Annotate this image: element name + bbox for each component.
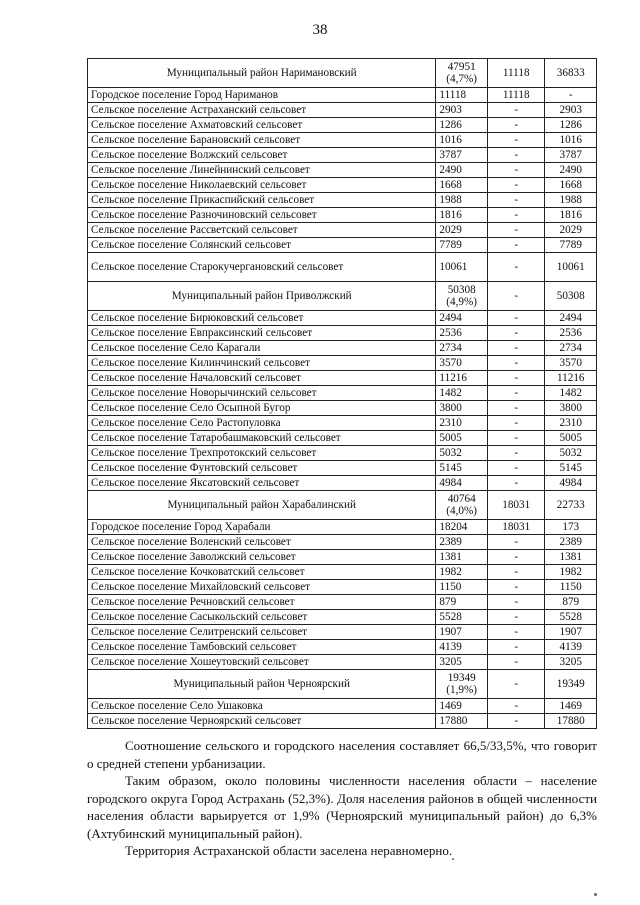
cell-urban: - (487, 371, 545, 386)
total-value: 2903 (439, 104, 462, 116)
cell-name: Сельское поселение Черноярский сельсовет (88, 714, 436, 729)
cell-total (436, 311, 488, 326)
cell-rural: 22733 (545, 491, 597, 520)
cell-total (436, 386, 488, 401)
cell-urban: - (487, 550, 545, 565)
cell-total (436, 88, 488, 103)
cell-urban: - (487, 163, 545, 178)
cell-rural: 2029 (545, 223, 597, 238)
cell-rural: 173 (545, 520, 597, 535)
cell-name: Сельское поселение Речновский сельсовет (88, 595, 436, 610)
cell-urban: - (487, 148, 545, 163)
cell-name: Сельское поселение Ахматовский сельсовет (88, 118, 436, 133)
settlement-row (88, 431, 597, 446)
cell-urban: - (487, 461, 545, 476)
cell-name: Городское поселение Город Харабали (88, 520, 436, 535)
cell-urban: - (487, 714, 545, 729)
total-value: 1907 (439, 626, 462, 638)
total-value: 2490 (439, 164, 462, 176)
cell-name: Сельское поселение Рассветский сельсовет (88, 223, 436, 238)
cell-urban: - (487, 208, 545, 223)
cell-rural: 1381 (545, 550, 597, 565)
cell-urban: - (487, 610, 545, 625)
cell-total (436, 714, 488, 729)
total-value: 2310 (439, 417, 462, 429)
cell-total (436, 282, 488, 311)
settlement-row (88, 238, 597, 253)
total-value: 2389 (439, 536, 462, 548)
cell-rural: 2490 (545, 163, 597, 178)
cell-total (436, 461, 488, 476)
total-value: 5145 (439, 462, 462, 474)
total-value: 10061 (439, 261, 468, 273)
cell-total (436, 118, 488, 133)
cell-rural: - (545, 88, 597, 103)
settlement-row (88, 640, 597, 655)
settlement-row (88, 520, 597, 535)
settlement-row (88, 253, 597, 282)
cell-rural: 1907 (545, 625, 597, 640)
body-text (87, 737, 597, 860)
settlement-row (88, 193, 597, 208)
cell-total (436, 253, 488, 282)
share-value: (4,0%) (446, 505, 478, 517)
total-value: 50308 (447, 284, 476, 296)
paragraph-population-share: Таким образом, около половины численности населения области – население городского округа Город Астрахань (52,3%). Доля населения районов в общей численности населения области варьируется от 1,9% (Черноярский муниципальный район) до 6,3% (Ахтубинский муниципальный район). (87, 773, 597, 841)
district-row (88, 491, 597, 520)
total-value: 19349 (447, 672, 476, 684)
cell-urban: - (487, 193, 545, 208)
cell-name: Сельское поселение Тамбовский сельсовет (88, 640, 436, 655)
scan-speck (452, 858, 454, 860)
district-row (88, 59, 597, 88)
settlement-row (88, 610, 597, 625)
cell-total (436, 133, 488, 148)
settlement-row (88, 461, 597, 476)
settlement-row (88, 565, 597, 580)
cell-name: Сельское поселение Прикаспийский сельсовет (88, 193, 436, 208)
total-value: 1150 (439, 581, 462, 593)
cell-rural: 4984 (545, 476, 597, 491)
cell-total (436, 416, 488, 431)
scan-speck (594, 893, 597, 896)
cell-total (436, 670, 488, 699)
cell-rural: 2389 (545, 535, 597, 550)
paragraph-urbanization: Соотношение сельского и городского населения составляет 66,5/33,5%, что говорит о средней степени урбанизации. (87, 738, 597, 771)
cell-rural: 50308 (545, 282, 597, 311)
cell-urban: - (487, 386, 545, 401)
cell-rural: 1482 (545, 386, 597, 401)
total-value: 11118 (439, 89, 467, 101)
cell-name: Муниципальный район Наримановский (88, 59, 436, 88)
cell-rural: 2310 (545, 416, 597, 431)
cell-name: Сельское поселение Село Карагали (88, 341, 436, 356)
cell-name: Сельское поселение Бирюковский сельсовет (88, 311, 436, 326)
cell-name: Сельское поселение Воленский сельсовет (88, 535, 436, 550)
cell-rural: 5145 (545, 461, 597, 476)
cell-total (436, 223, 488, 238)
cell-name: Сельское поселение Село Осыпной Бугор (88, 401, 436, 416)
settlement-row (88, 103, 597, 118)
cell-urban: - (487, 655, 545, 670)
cell-rural: 36833 (545, 59, 597, 88)
cell-rural: 1668 (545, 178, 597, 193)
settlement-row (88, 163, 597, 178)
cell-total (436, 535, 488, 550)
settlement-row (88, 371, 597, 386)
cell-total (436, 491, 488, 520)
cell-total (436, 595, 488, 610)
cell-rural: 1982 (545, 565, 597, 580)
total-value: 47951 (447, 61, 476, 73)
population-table-body (88, 59, 597, 729)
cell-rural: 1286 (545, 118, 597, 133)
total-value: 3800 (439, 402, 462, 414)
cell-rural: 7789 (545, 238, 597, 253)
settlement-row (88, 356, 597, 371)
cell-name: Сельское поселение Михайловский сельсовет (88, 580, 436, 595)
total-value: 11216 (439, 372, 467, 384)
total-value: 2494 (439, 312, 462, 324)
total-value: 40764 (447, 493, 476, 505)
cell-name: Сельское поселение Линейнинский сельсовет (88, 163, 436, 178)
cell-total (436, 356, 488, 371)
cell-name: Сельское поселение Хошеутовский сельсовет (88, 655, 436, 670)
total-value: 2536 (439, 327, 462, 339)
cell-name: Муниципальный район Харабалинский (88, 491, 436, 520)
cell-name: Сельское поселение Селитренский сельсовет (88, 625, 436, 640)
cell-total (436, 640, 488, 655)
cell-rural: 1016 (545, 133, 597, 148)
total-value: 5528 (439, 611, 462, 623)
cell-urban: - (487, 640, 545, 655)
total-value: 1988 (439, 194, 462, 206)
cell-name: Сельское поселение Николаевский сельсовет (88, 178, 436, 193)
cell-total (436, 550, 488, 565)
cell-total (436, 699, 488, 714)
cell-rural: 3205 (545, 655, 597, 670)
cell-urban: - (487, 625, 545, 640)
paragraph-settlement: Территория Астраханской области заселена неравномерно. (125, 843, 453, 858)
cell-urban: - (487, 253, 545, 282)
cell-name: Сельское поселение Волжский сельсовет (88, 148, 436, 163)
cell-name: Сельское поселение Яксатовский сельсовет (88, 476, 436, 491)
cell-rural: 3570 (545, 356, 597, 371)
settlement-row (88, 550, 597, 565)
cell-urban: - (487, 223, 545, 238)
cell-urban: - (487, 699, 545, 714)
cell-urban: - (487, 565, 545, 580)
share-value: (1,9%) (446, 684, 478, 696)
cell-rural: 1150 (545, 580, 597, 595)
total-value: 2734 (439, 342, 462, 354)
page-number: 38 (312, 22, 328, 38)
total-value: 18204 (439, 521, 468, 533)
cell-name: Сельское поселение Трехпротокский сельсовет (88, 446, 436, 461)
total-value: 879 (439, 596, 457, 608)
cell-name: Муниципальный район Черноярский (88, 670, 436, 699)
cell-total (436, 431, 488, 446)
settlement-row (88, 133, 597, 148)
cell-urban: - (487, 118, 545, 133)
cell-urban: - (487, 431, 545, 446)
settlement-row (88, 311, 597, 326)
cell-urban: - (487, 580, 545, 595)
cell-total (436, 520, 488, 535)
settlement-row (88, 326, 597, 341)
cell-rural: 19349 (545, 670, 597, 699)
cell-urban: - (487, 446, 545, 461)
cell-rural: 1816 (545, 208, 597, 223)
cell-urban: - (487, 476, 545, 491)
total-value: 17880 (439, 715, 468, 727)
settlement-row (88, 714, 597, 729)
cell-name: Сельское поселение Сасыкольский сельсовет (88, 610, 436, 625)
total-value: 1482 (439, 387, 462, 399)
settlement-row (88, 386, 597, 401)
cell-name: Сельское поселение Солянский сельсовет (88, 238, 436, 253)
cell-name: Городское поселение Город Нариманов (88, 88, 436, 103)
total-value: 1016 (439, 134, 462, 146)
cell-rural: 11216 (545, 371, 597, 386)
share-value: (4,7%) (446, 73, 478, 85)
cell-urban: 11118 (487, 88, 545, 103)
cell-name: Сельское поселение Село Ушаковка (88, 699, 436, 714)
cell-urban: - (487, 670, 545, 699)
settlement-row (88, 535, 597, 550)
total-value: 1286 (439, 119, 462, 131)
cell-total (436, 341, 488, 356)
cell-name: Сельское поселение Астраханский сельсовет (88, 103, 436, 118)
cell-urban: 11118 (487, 59, 545, 88)
settlement-row (88, 208, 597, 223)
cell-name: Муниципальный район Приволжский (88, 282, 436, 311)
cell-total (436, 148, 488, 163)
total-value: 1381 (439, 551, 462, 563)
cell-name: Сельское поселение Барановский сельсовет (88, 133, 436, 148)
cell-name: Сельское поселение Село Растопуловка (88, 416, 436, 431)
district-row (88, 282, 597, 311)
settlement-row (88, 595, 597, 610)
total-value: 1668 (439, 179, 462, 191)
cell-rural: 2494 (545, 311, 597, 326)
total-value: 4984 (439, 477, 462, 489)
cell-rural: 1988 (545, 193, 597, 208)
cell-total (436, 238, 488, 253)
cell-total (436, 178, 488, 193)
cell-total (436, 371, 488, 386)
cell-total (436, 59, 488, 88)
settlement-row (88, 699, 597, 714)
settlement-row (88, 118, 597, 133)
settlement-row (88, 401, 597, 416)
cell-urban: - (487, 282, 545, 311)
cell-rural: 3800 (545, 401, 597, 416)
cell-total (436, 565, 488, 580)
cell-rural: 879 (545, 595, 597, 610)
cell-urban: - (487, 103, 545, 118)
cell-urban: - (487, 416, 545, 431)
cell-urban: - (487, 401, 545, 416)
cell-urban: - (487, 595, 545, 610)
total-value: 1982 (439, 566, 462, 578)
cell-rural: 1469 (545, 699, 597, 714)
cell-urban: - (487, 238, 545, 253)
settlement-row (88, 178, 597, 193)
total-value: 2029 (439, 224, 462, 236)
cell-name: Сельское поселение Евпраксинский сельсовет (88, 326, 436, 341)
cell-rural: 2734 (545, 341, 597, 356)
cell-rural: 2903 (545, 103, 597, 118)
cell-total (436, 580, 488, 595)
cell-name: Сельское поселение Килинчинский сельсовет (88, 356, 436, 371)
cell-rural: 4139 (545, 640, 597, 655)
settlement-row (88, 446, 597, 461)
cell-total (436, 193, 488, 208)
settlement-row (88, 416, 597, 431)
cell-urban: 18031 (487, 491, 545, 520)
total-value: 7789 (439, 239, 462, 251)
total-value: 1469 (439, 700, 462, 712)
settlement-row (88, 341, 597, 356)
cell-total (436, 326, 488, 341)
cell-name: Сельское поселение Заволжский сельсовет (88, 550, 436, 565)
total-value: 3570 (439, 357, 462, 369)
cell-rural: 5032 (545, 446, 597, 461)
total-value: 3787 (439, 149, 462, 161)
settlement-row (88, 88, 597, 103)
cell-name: Сельское поселение Разночиновский сельсовет (88, 208, 436, 223)
cell-rural: 2536 (545, 326, 597, 341)
district-row (88, 670, 597, 699)
total-value: 5005 (439, 432, 462, 444)
cell-urban: - (487, 178, 545, 193)
settlement-row (88, 476, 597, 491)
cell-rural: 3787 (545, 148, 597, 163)
cell-urban: - (487, 133, 545, 148)
cell-total (436, 476, 488, 491)
settlement-row (88, 625, 597, 640)
share-value: (4,9%) (446, 296, 478, 308)
cell-total (436, 610, 488, 625)
cell-urban: - (487, 341, 545, 356)
cell-name: Сельское поселение Старокучергановский сельсовет (88, 253, 436, 282)
cell-name: Сельское поселение Началовский сельсовет (88, 371, 436, 386)
total-value: 1816 (439, 209, 462, 221)
total-value: 4139 (439, 641, 462, 653)
cell-urban: 18031 (487, 520, 545, 535)
cell-total (436, 208, 488, 223)
cell-total (436, 446, 488, 461)
settlement-row (88, 580, 597, 595)
cell-name: Сельское поселение Татаробашмаковский сельсовет (88, 431, 436, 446)
cell-total (436, 163, 488, 178)
cell-total (436, 625, 488, 640)
cell-total (436, 655, 488, 670)
cell-total (436, 401, 488, 416)
cell-rural: 10061 (545, 253, 597, 282)
cell-total (436, 103, 488, 118)
cell-urban: - (487, 326, 545, 341)
cell-urban: - (487, 356, 545, 371)
cell-rural: 17880 (545, 714, 597, 729)
cell-rural: 5005 (545, 431, 597, 446)
cell-name: Сельское поселение Новорычинский сельсовет (88, 386, 436, 401)
cell-rural: 5528 (545, 610, 597, 625)
cell-urban: - (487, 311, 545, 326)
settlement-row (88, 223, 597, 238)
settlement-row (88, 655, 597, 670)
cell-name: Сельское поселение Кочковатский сельсовет (88, 565, 436, 580)
settlement-row (88, 148, 597, 163)
total-value: 5032 (439, 447, 462, 459)
cell-name: Сельское поселение Фунтовский сельсовет (88, 461, 436, 476)
population-table (87, 58, 597, 729)
cell-urban: - (487, 535, 545, 550)
total-value: 3205 (439, 656, 462, 668)
